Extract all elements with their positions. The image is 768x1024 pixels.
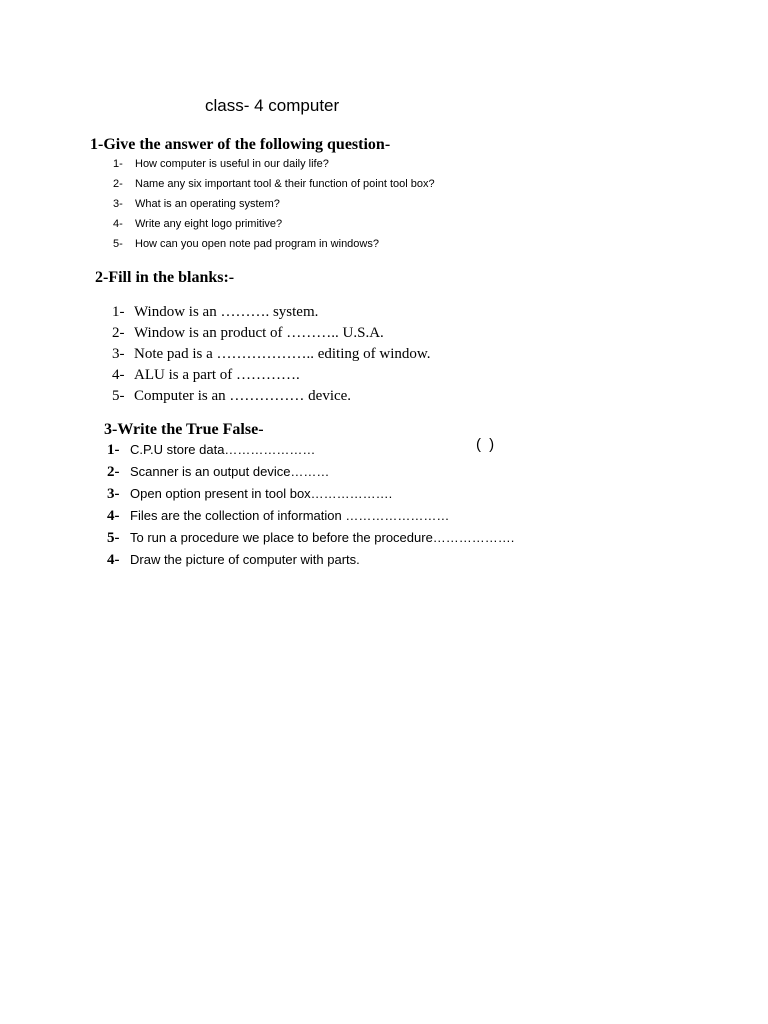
item-number: 1- (112, 304, 125, 320)
item-text: How can you open note pad program in windows? (135, 238, 379, 250)
item-text: Files are the collection of information …………………… (130, 508, 450, 523)
item-text: Name any six important tool & their function of point tool box? (135, 178, 435, 190)
item-number: 5- (113, 238, 123, 250)
item-number: 2- (112, 325, 125, 341)
answer-bracket: ( ) (476, 436, 497, 453)
item-text: What is an operating system? (135, 198, 280, 210)
item-number: 3- (107, 486, 120, 502)
item-text: Open option present in tool box………………. (130, 486, 393, 501)
item-text: Computer is an …………… device. (134, 388, 352, 404)
section-3-heading: 3-Write the True False- (104, 421, 264, 438)
item-text: How computer is useful in our daily life? (135, 158, 329, 170)
item-number: 5- (107, 530, 120, 546)
item-text: ALU is a part of …………. (134, 367, 300, 383)
item-number: 3- (113, 198, 123, 210)
item-text: Window is an product of ……….. U.S.A. (134, 325, 384, 341)
item-text: Note pad is a ……………….. editing of window. (134, 346, 431, 362)
item-text: Scanner is an output device……… (130, 464, 330, 479)
item-number: 4- (107, 508, 120, 524)
item-number: 2- (107, 464, 120, 480)
item-text: Write any eight logo primitive? (135, 218, 283, 230)
item-number: 2- (113, 178, 123, 190)
item-text: To run a procedure we place to before the procedure………………. (130, 530, 515, 545)
item-number: 4- (113, 218, 123, 230)
item-number: 3- (112, 346, 125, 362)
item-text: Draw the picture of computer with parts. (130, 552, 360, 567)
page-title: class- 4 computer (205, 96, 340, 115)
item-number: 1- (107, 442, 120, 458)
item-text: Window is an ………. system. (134, 304, 319, 320)
item-number: 5- (112, 388, 125, 404)
item-text: C.P.U store data………………… (130, 442, 316, 457)
item-number: 4- (112, 367, 125, 383)
item-number: 4- (107, 552, 120, 568)
section-2-heading: 2-Fill in the blanks:- (95, 269, 235, 286)
item-number: 1- (113, 158, 123, 170)
section-1-heading: 1-Give the answer of the following question- (90, 136, 391, 153)
